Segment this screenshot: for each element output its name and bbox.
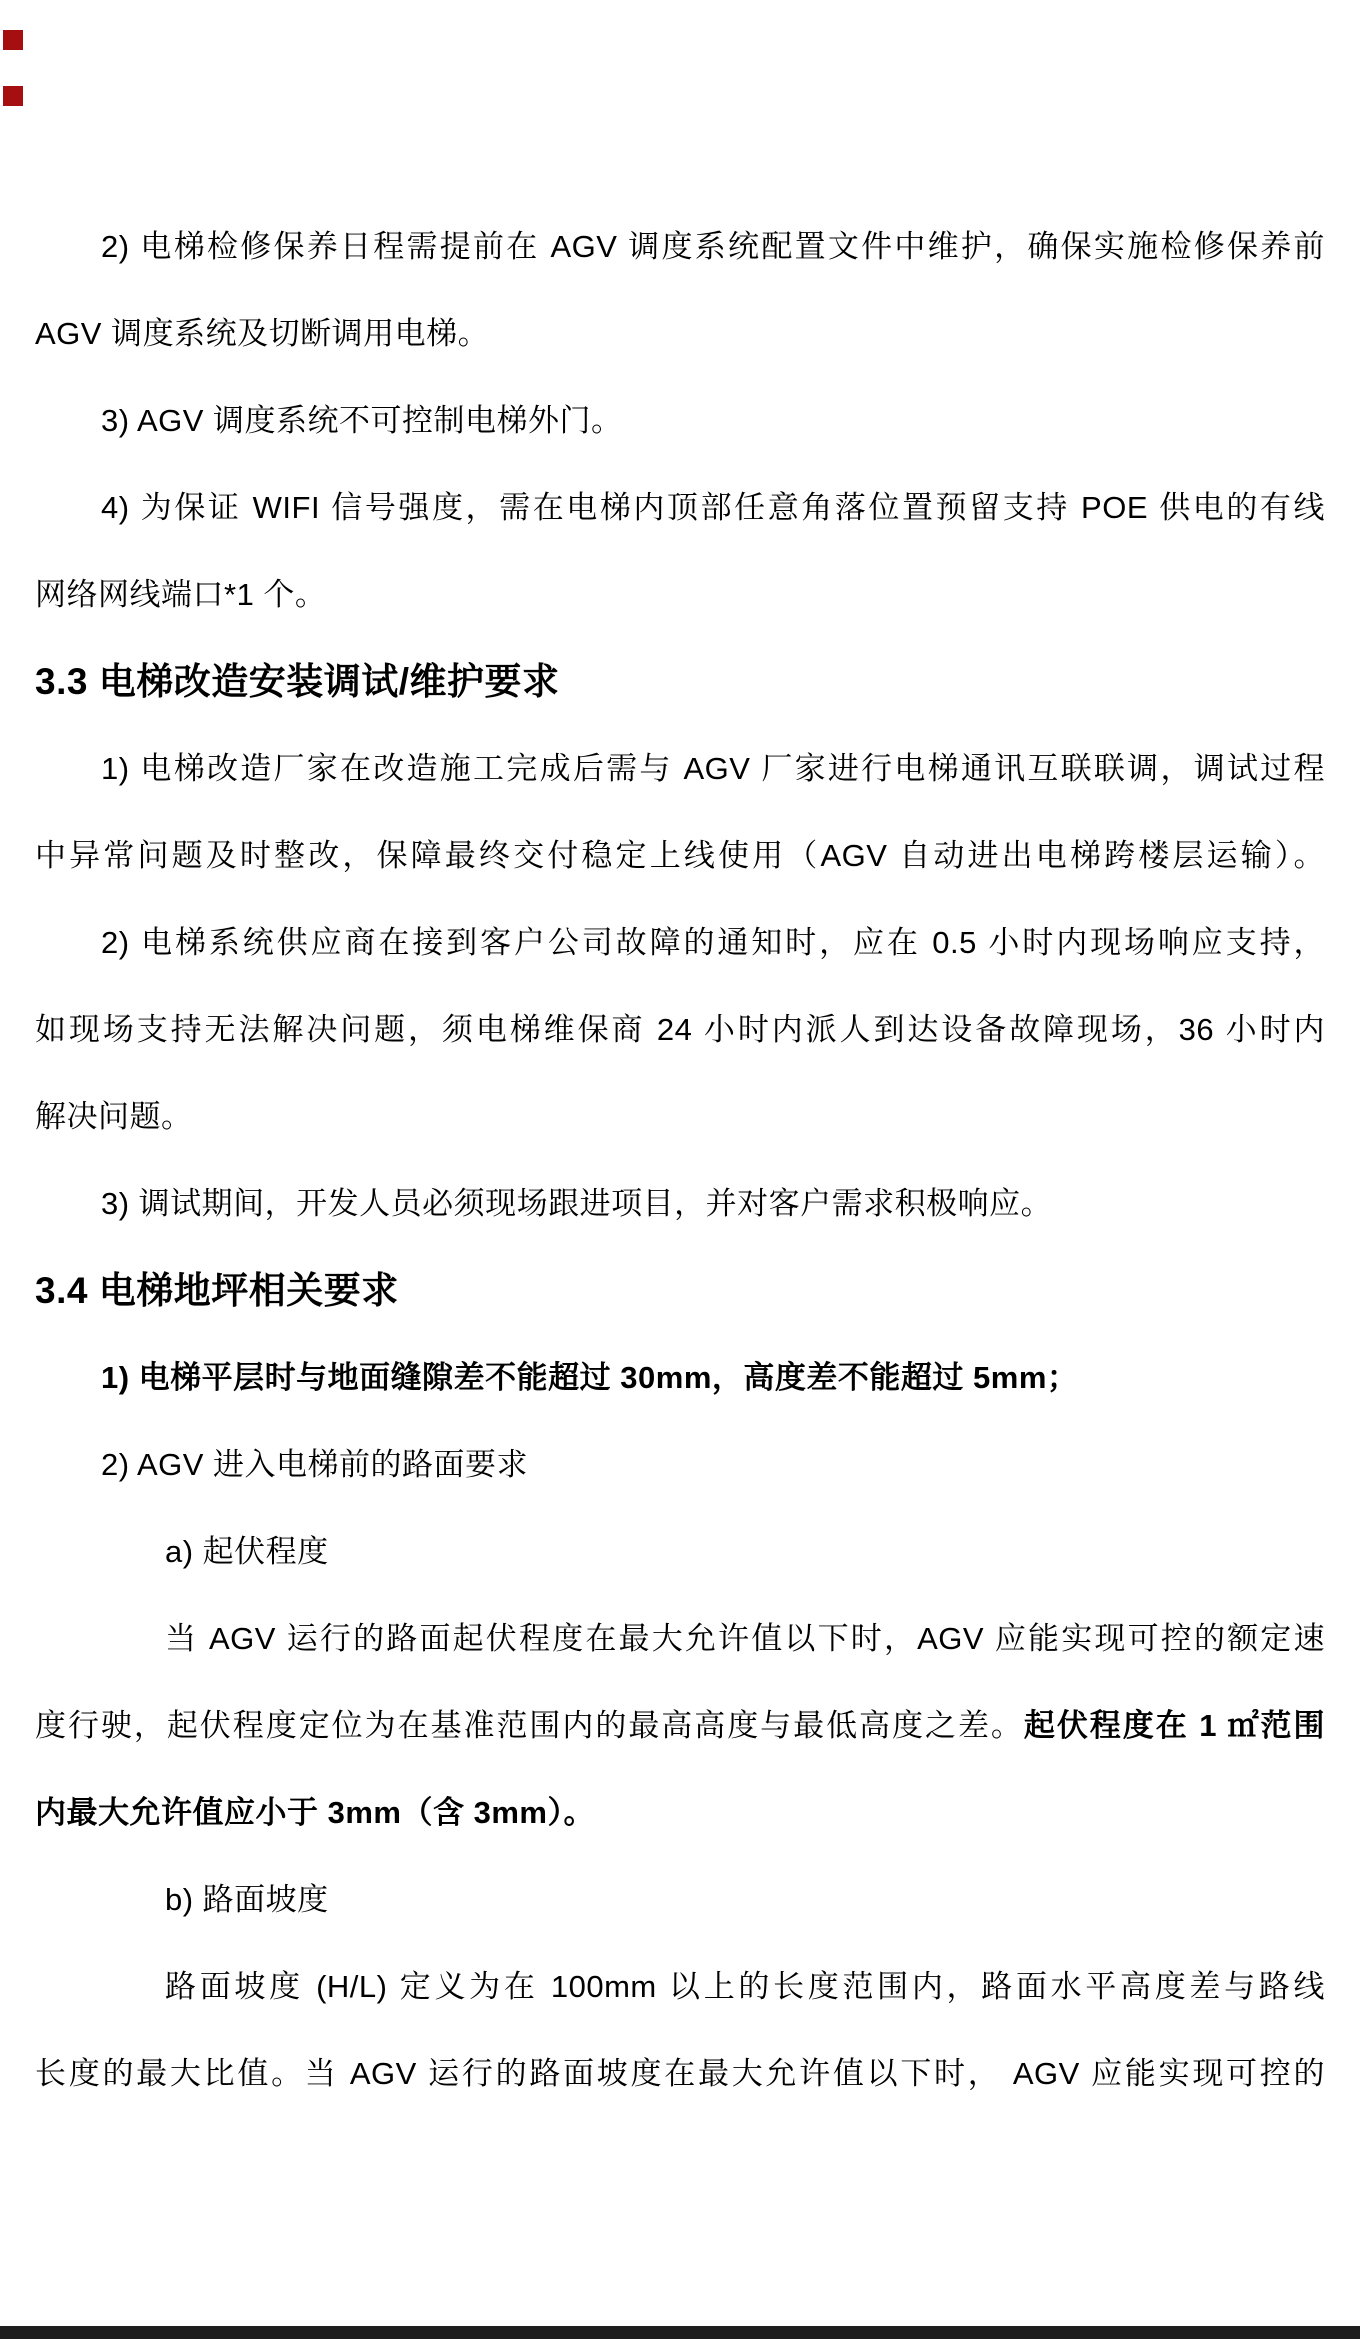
text-run: 1) 电梯平层时与地面缝隙差不能超过 30mm，高度差不能超过 5mm； [101, 1360, 1079, 1395]
text-run: 2) 电梯系统供应商在接到客户公司故障的通知时，应在 0.5 小时内现场响应支持， [101, 925, 1325, 960]
text-run: 解决问题。 [35, 1099, 193, 1134]
text-run: 长度的最大比值。当 AGV 运行的路面坡度在最大允许值以下时， AGV 应能实现可控的 [35, 2056, 1325, 2091]
text-line [35, 1421, 1325, 1508]
text-line [35, 1856, 1325, 1943]
text-run: 起伏程度在 1 ㎡范围 [1023, 1708, 1325, 1743]
text-line [35, 1508, 1325, 1595]
text-line [35, 1160, 1325, 1247]
section-heading [35, 638, 1325, 725]
text-run: 2) 电梯检修保养日程需提前在 AGV 调度系统配置文件中维护，确保实施检修保养前 [101, 229, 1325, 264]
text-line [35, 1334, 1325, 1421]
text-line [35, 377, 1325, 464]
text-run: 网络网线端口*1 个。 [35, 577, 327, 612]
text-line [35, 1682, 1325, 1769]
text-run: 3) 调试期间，开发人员必须现场跟进项目，并对客户需求积极响应。 [101, 1186, 1053, 1221]
text-run: 3.4 电梯地坪相关要求 [35, 1270, 399, 1311]
text-line [35, 1073, 1325, 1160]
text-line [35, 290, 1325, 377]
text-line [35, 1595, 1325, 1682]
text-line [35, 203, 1325, 290]
text-line [35, 986, 1325, 1073]
text-line [35, 551, 1325, 638]
text-run: 3) AGV 调度系统不可控制电梯外门。 [101, 403, 623, 438]
text-run: AGV 调度系统及切断调用电梯。 [35, 316, 490, 351]
red-marker [3, 86, 23, 106]
text-run: 路面坡度 (H/L) 定义为在 100mm 以上的长度范围内，路面水平高度差与路线 [165, 1969, 1325, 2004]
text-run: 3.3 电梯改造安装调试/维护要求 [35, 661, 560, 702]
text-line [35, 812, 1325, 899]
text-line [35, 2030, 1325, 2117]
text-run: a) 起伏程度 [165, 1534, 329, 1569]
text-line [35, 1769, 1325, 1856]
text-run: b) 路面坡度 [165, 1882, 329, 1917]
text-run: 中异常问题及时整改，保障最终交付稳定上线使用（AGV 自动进出电梯跨楼层运输）。 [35, 838, 1325, 873]
page-bottom-bar [0, 2326, 1360, 2339]
text-run: 内最大允许值应小于 3mm（含 3mm）。 [35, 1795, 595, 1830]
red-marker [3, 30, 23, 50]
text-run: 1) 电梯改造厂家在改造施工完成后需与 AGV 厂家进行电梯通讯互联联调，调试过程 [101, 751, 1325, 786]
text-run: 当 AGV 运行的路面起伏程度在最大允许值以下时，AGV 应能实现可控的额定速 [165, 1621, 1325, 1656]
text-run: 如现场支持无法解决问题，须电梯维保商 24 小时内派人到达设备故障现场，36 小时内 [35, 1012, 1325, 1047]
document-body [35, 203, 1325, 2117]
text-line [35, 725, 1325, 812]
text-line [35, 899, 1325, 986]
text-run: 2) AGV 进入电梯前的路面要求 [101, 1447, 529, 1482]
text-line [35, 464, 1325, 551]
text-run: 4) 为保证 WIFI 信号强度，需在电梯内顶部任意角落位置预留支持 POE 供电的有线 [101, 490, 1325, 525]
text-run: 度行驶，起伏程度定位为在基准范围内的最高高度与最低高度之差。 [35, 1708, 1024, 1743]
section-heading [35, 1247, 1325, 1334]
text-line [35, 1943, 1325, 2030]
